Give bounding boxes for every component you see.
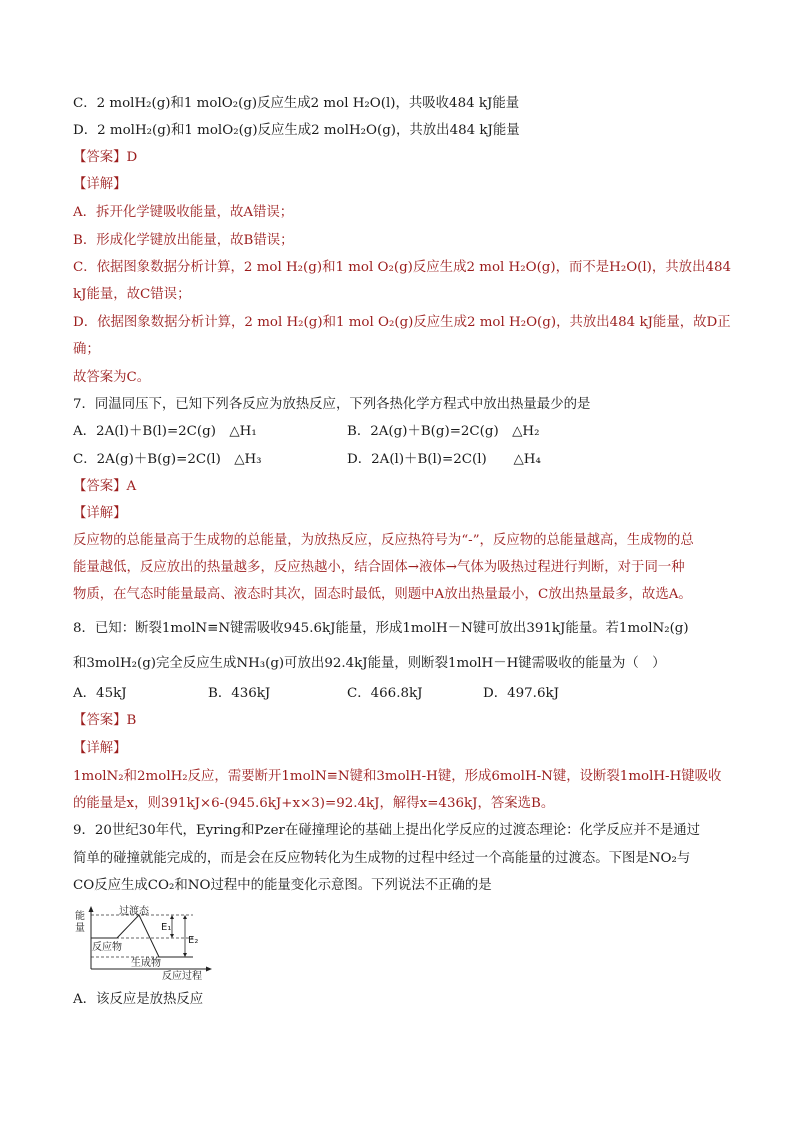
q8-answer: 【答案】B — [73, 713, 137, 728]
e1-arrow-head-bottom — [170, 934, 174, 938]
q8-explain-line1: 1molN₂和2molH₂反应，需要断开1molN≡N键和3molH-H键，形成6molH-N键，设断裂1molH-H键吸收 — [73, 769, 722, 784]
q8-stem-line2: 和3molH₂(g)完全反应生成NH₃(g)可放出92.4kJ能量，则断裂1molH－H键需吸收的能量为（ ） — [73, 656, 666, 671]
y-axis-label-1: 能 — [75, 911, 85, 922]
q6-explain-a: A．拆开化学键吸收能量，故A错误； — [73, 205, 294, 220]
q7-option-c: C．2A(g)＋B(g)=2C(l) △H₃ — [73, 452, 262, 467]
e1-label: E₁ — [161, 922, 172, 933]
energy-diagram — [73, 905, 213, 980]
x-axis-label: 反应过程 — [162, 971, 202, 980]
q6-explain-d-line1: D．依据图象数据分析计算，2 mol H₂(g)和1 mol O₂(g)反应生成2 mol H₂O(g)，共放出484 kJ能量，故D正 — [73, 315, 731, 330]
q8-option-d: D．497.6kJ — [483, 686, 559, 701]
q9-stem-line3: CO反应生成CO₂和NO过程中的能量变化示意图。下列说法不正确的是 — [73, 878, 492, 893]
q7-answer: 【答案】A — [73, 479, 137, 494]
q8-option-b: B．436kJ — [208, 686, 271, 701]
q6-option-c: C．2 molH₂(g)和1 molO₂(g)反应生成2 mol H₂O(l)，共吸收484 kJ能量 — [73, 96, 520, 111]
q6-explain-d-line2: 确； — [73, 342, 100, 357]
q7-stem: 7．同温同压下，已知下列各反应为放热反应，下列各热化学方程式中放出热量最少的是 — [73, 397, 591, 412]
e2-label: E₂ — [188, 935, 199, 946]
q8-explain-line2: 的能量是x，则391kJ×6-(945.6kJ+x×3)=92.4kJ，解得x=436kJ，答案选B。 — [73, 796, 555, 811]
transition-state-label: 过渡态 — [119, 906, 149, 917]
q9-stem-line2: 简单的碰撞就能完成的，而是会在反应物转化为生成物的过程中经过一个高能量的过渡态。下图是NO₂与 — [73, 851, 691, 866]
q9-option-a: A．该反应是放热反应 — [73, 992, 204, 1007]
q7-explain-line1: 反应物的总能量高于生成物的总能量，为放热反应，反应热符号为“-”，反应物的总能量越高，生成物的总 — [73, 533, 694, 548]
reactants-label: 反应物 — [92, 942, 122, 953]
q8-detail-heading: 【详解】 — [73, 741, 127, 756]
q6-explain-c-line1: C．依据图象数据分析计算，2 mol H₂(g)和1 mol O₂(g)反应生成2 mol H₂O(g)，而不是H₂O(l)，共放出484 — [73, 260, 732, 275]
x-axis-arrow — [206, 967, 212, 972]
q6-explain-c-line2: kJ能量，故C错误； — [73, 287, 191, 302]
products-label: 生成物 — [131, 958, 161, 969]
y-axis-arrow — [89, 906, 94, 912]
q6-conclusion: 故答案为C。 — [73, 370, 151, 385]
q8-option-a: A．45kJ — [73, 686, 127, 701]
q7-detail-heading: 【详解】 — [73, 506, 127, 521]
e2-arrow-head-bottom — [183, 953, 187, 957]
q6-detail-heading: 【详解】 — [73, 177, 127, 192]
q6-option-d: D．2 molH₂(g)和1 molO₂(g)反应生成2 molH₂O(g)，共放出484 kJ能量 — [73, 123, 520, 138]
q8-stem-line1: 8．已知：断裂1molN≡N键需吸收945.6kJ能量，形成1molH－N键可放出391kJ能量。若1molN₂(g) — [73, 621, 689, 636]
y-axis-label-2: 量 — [75, 923, 85, 934]
q6-explain-b: B．形成化学键放出能量，故B错误； — [73, 233, 294, 248]
q7-option-a: A．2A(l)＋B(l)=2C(g) △H₁ — [73, 424, 257, 439]
q7-option-d: D．2A(l)＋B(l)=2C(l) △H₄ — [347, 452, 541, 467]
e1-arrow-head-top — [170, 915, 174, 919]
q7-explain-line2: 能量越低，反应放出的热量越多，反应热越小，结合固体→液体→气体为吸热过程进行判断，对于同一种 — [73, 560, 685, 575]
q7-explain-line3: 物质，在气态时能量最高、液态时其次，固态时最低，则题中A放出热量最小，C放出热量最多，故选A。 — [73, 587, 692, 602]
q9-stem-line1: 9．20世纪30年代，Eyring和Pzer在碰撞理论的基础上提出化学反应的过渡态理论：化学反应并不是通过 — [73, 823, 701, 838]
e2-arrow-head-top — [183, 915, 187, 919]
q7-option-b: B．2A(g)＋B(g)=2C(g) △H₂ — [347, 424, 540, 439]
q6-answer: 【答案】D — [73, 150, 138, 165]
q8-option-c: C．466.8kJ — [347, 686, 423, 701]
